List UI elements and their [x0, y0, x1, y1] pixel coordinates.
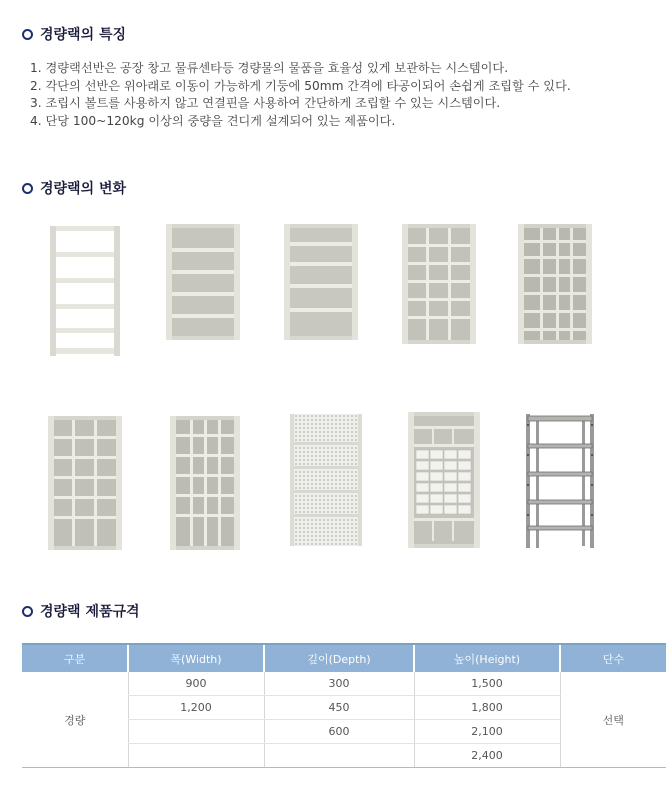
- cell-depth: 600: [264, 720, 414, 744]
- cell-width: [128, 744, 264, 768]
- rack-image-compartment-four: [170, 416, 240, 550]
- list-item: 4. 단당 100~120kg 이상의 중량을 견디게 설계되어 있는 제품이다.: [30, 113, 396, 128]
- rack-image-drawer: [408, 412, 480, 548]
- spec-table: [22, 643, 666, 768]
- cell-depth: 450: [264, 696, 414, 720]
- header-depth: 깊이(Depth): [264, 644, 414, 672]
- cell-width: 900: [128, 672, 264, 696]
- rack-image-compartment: [402, 224, 476, 344]
- rack-image-closed-back-wide: [284, 224, 358, 340]
- rack-image-steel-frame: [526, 414, 594, 548]
- ring-bullet-icon: [22, 606, 33, 617]
- section-title-features: 경량랙의 특징: [22, 24, 126, 44]
- cell-steps: 선택: [560, 672, 666, 768]
- section-title-spec: 경량랙 제품규격: [22, 601, 140, 621]
- header-height: 높이(Height): [414, 644, 560, 672]
- table-row: [22, 672, 666, 696]
- ring-bullet-icon: [22, 183, 33, 194]
- feature-list: [30, 60, 571, 130]
- rack-image-closed-back: [166, 224, 240, 340]
- cell-height: 2,400: [414, 744, 560, 768]
- header-category: 구분: [22, 644, 128, 672]
- cell-category: 경량: [22, 672, 128, 768]
- rack-image-compartment-dark: [518, 224, 592, 344]
- rack-image-compartment-tall: [48, 416, 122, 550]
- table-header-row: [22, 644, 666, 672]
- cell-height: 2,100: [414, 720, 560, 744]
- cell-height: 1,500: [414, 672, 560, 696]
- rack-image-open-frame: [48, 224, 122, 358]
- header-steps: 단수: [560, 644, 666, 672]
- ring-bullet-icon: [22, 29, 33, 40]
- list-item: 3. 조립시 볼트를 사용하지 않고 연결핀을 사용하여 간단하게 조립할 수 있는 시스템이다.: [30, 96, 501, 110]
- section-title-variations: 경량랙의 변화: [22, 178, 126, 198]
- rack-image-mesh: [290, 414, 362, 546]
- list-item: 2. 각단의 선반은 위아래로 이동이 가능하게 기둥에 50mm 간격에 타공이되어 손쉽게 조립할 수 있다.: [30, 78, 571, 93]
- cell-width: [128, 720, 264, 744]
- cell-width: 1,200: [128, 696, 264, 720]
- cell-depth: [264, 744, 414, 768]
- list-item: 1. 경량랙선반은 공장 창고 물류센타등 경량물의 물품을 효율성 있게 보관하는 시스템이다.: [30, 61, 509, 75]
- header-width: 폭(Width): [128, 644, 264, 672]
- rack-gallery: [22, 214, 642, 559]
- cell-height: 1,800: [414, 696, 560, 720]
- cell-depth: 300: [264, 672, 414, 696]
